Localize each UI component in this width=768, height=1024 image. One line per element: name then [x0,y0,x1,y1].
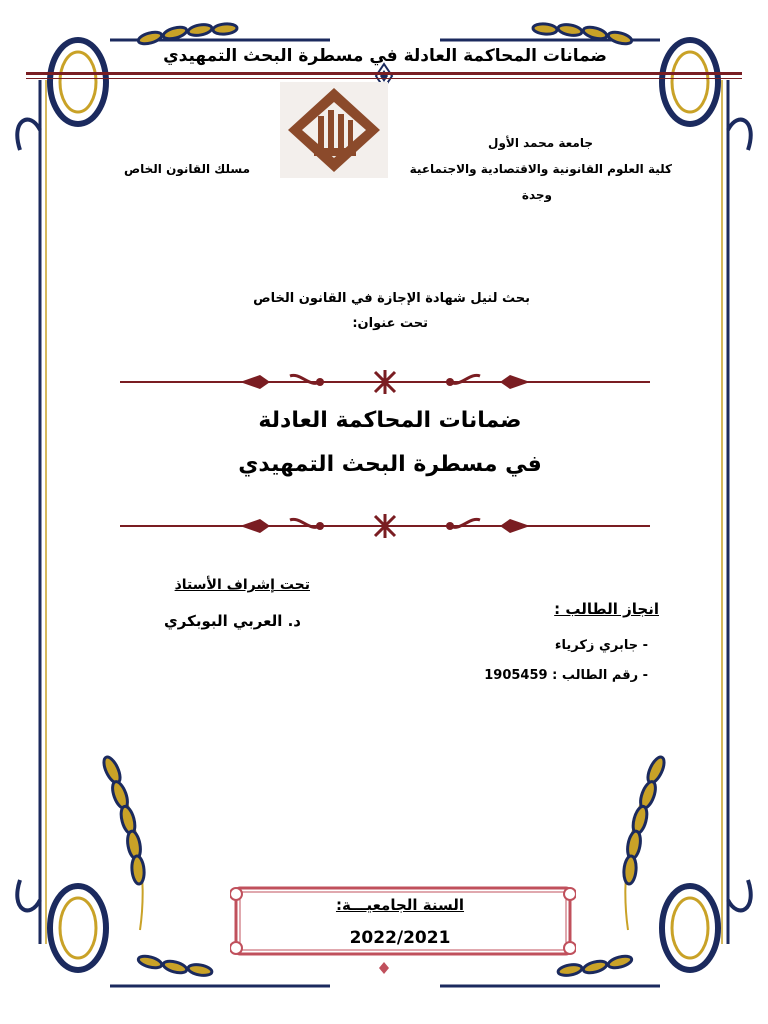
under-title-label: تحت عنوان: [352,316,428,331]
university-name: جامعة محمد الأول [488,136,593,150]
wheat-sheaf-icon [137,23,633,46]
city-name: وجدة [521,188,552,202]
header-rule [26,72,742,75]
thesis-title-line2: في مسطرة البحث التمهيدي [238,452,542,477]
header-rule-thin [26,78,742,79]
track-name: مسلك القانون الخاص [124,162,251,176]
supervisor-name: د. العربي البوبكري [164,612,301,630]
research-purpose: بحث لنيل شهادة الإجازة في القانون الخاص [253,291,530,306]
academic-year-label: السنة الجامعيـــة: [335,896,465,914]
running-title: ضمانات المحاكمة العادلة في مسطرة البحث التمهيدي [163,46,607,66]
supervisor-label: تحت إشراف الأستاذ [174,577,310,593]
thesis-title-line1: ضمانات المحاكمة العادلة [258,408,522,433]
student-name: - جابري زكرياء [554,638,648,653]
ornamental-divider-bottom [120,514,650,538]
student-label: انجاز الطالب : [554,600,659,618]
student-number: - رقم الطالب : 1905459 [484,668,648,683]
university-logo-icon [280,82,388,178]
ornamental-divider [120,370,650,394]
faculty-name: كلية العلوم القانونية والاقتصادية والاجتماعية [409,162,672,176]
academic-year-value: 2022/2021 [349,928,451,948]
